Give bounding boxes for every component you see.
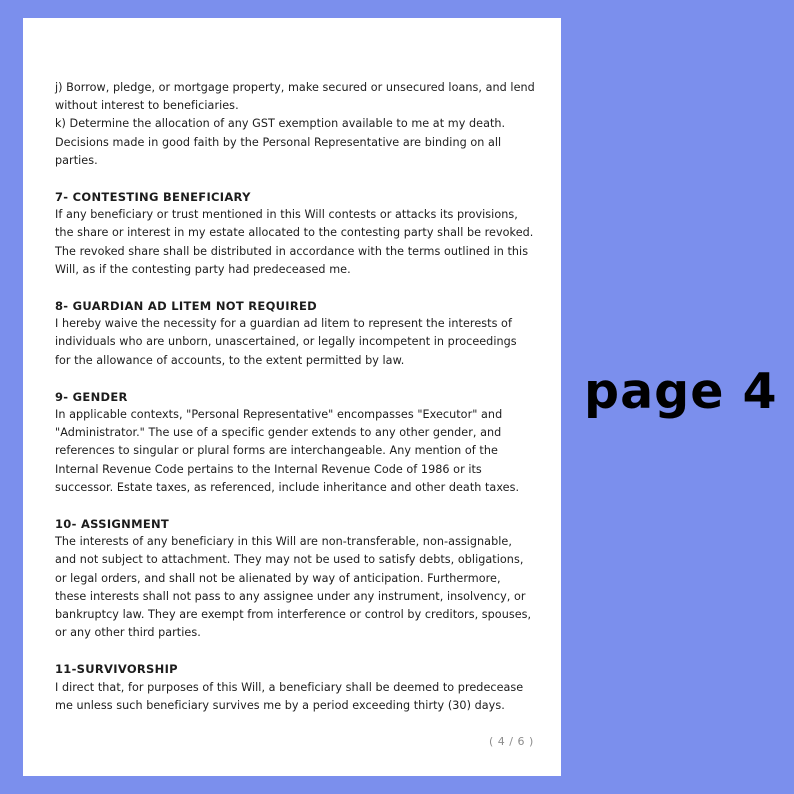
section-heading: 8- GUARDIAN AD LITEM NOT REQUIRED xyxy=(55,299,318,314)
section-heading: 10- ASSIGNMENT xyxy=(55,517,170,532)
section-body: I hereby waive the necessity for a guardian ad litem to represent the interests of individuals who are unborn, unascertained, or legally incompetent in proceedings for the allowance of accounts, to the extent permitted by law. xyxy=(55,317,517,367)
section-assignment xyxy=(55,515,535,642)
section-guardian-ad-litem xyxy=(55,297,535,370)
section-survivorship xyxy=(55,660,535,715)
document-page xyxy=(23,18,561,776)
section-heading: 7- CONTESTING BENEFICIARY xyxy=(55,190,251,205)
section-body: In applicable contexts, "Personal Representative" encompasses "Executor" and "Administrator." The use of a specific gender extends to any other gender, and references to singular or plural forms are interchangeable. Any mention of the Internal Revenue Code pertains to the Internal Revenue Code of 1986 or its successor. Estate taxes, as referenced, include inheritance and other death taxes. xyxy=(55,408,520,494)
section-gender xyxy=(55,388,535,497)
section-body: I direct that, for purposes of this Will, a beneficiary shall be deemed to predecease me unless such beneficiary survives me by a period exceeding thirty (30) days. xyxy=(55,680,524,712)
page-number: ( 4 / 6 ) xyxy=(489,735,534,748)
section-contesting-beneficiary xyxy=(55,188,535,279)
document-content xyxy=(55,79,535,715)
section-heading: 9- GENDER xyxy=(55,389,128,404)
section-heading: 11-SURVIVORSHIP xyxy=(55,662,178,677)
page-label: page 4 xyxy=(584,363,778,420)
section-body: The interests of any beneficiary in this Will are non-transferable, non-assignable, and not subject to attachment. They may not be used to satisfy debts, obligations, or legal orders, and shall not be alienated by way of anticipation. Furthermore, these interests shall not pass to any assignee under any instrument, insolvency, or bankruptcy law. They are exempt from interference or control by creditors, spouses, or any other third parties. xyxy=(55,535,532,640)
clause-j: j) Borrow, pledge, or mortgage property, make secured or unsecured loans, and lend without interest to beneficiaries. xyxy=(55,81,535,113)
section-body: If any beneficiary or trust mentioned in this Will contests or attacks its provisions, the share or interest in my estate allocated to the contesting party shall be revoked. The revoked share shall be distributed in accordance with the terms outlined in this Will, as if the contesting party had predeceased me. xyxy=(55,208,534,276)
clause-k: k) Determine the allocation of any GST exemption available to me at my death. Decisions made in good faith by the Personal Representative are binding on all parties. xyxy=(55,117,506,167)
